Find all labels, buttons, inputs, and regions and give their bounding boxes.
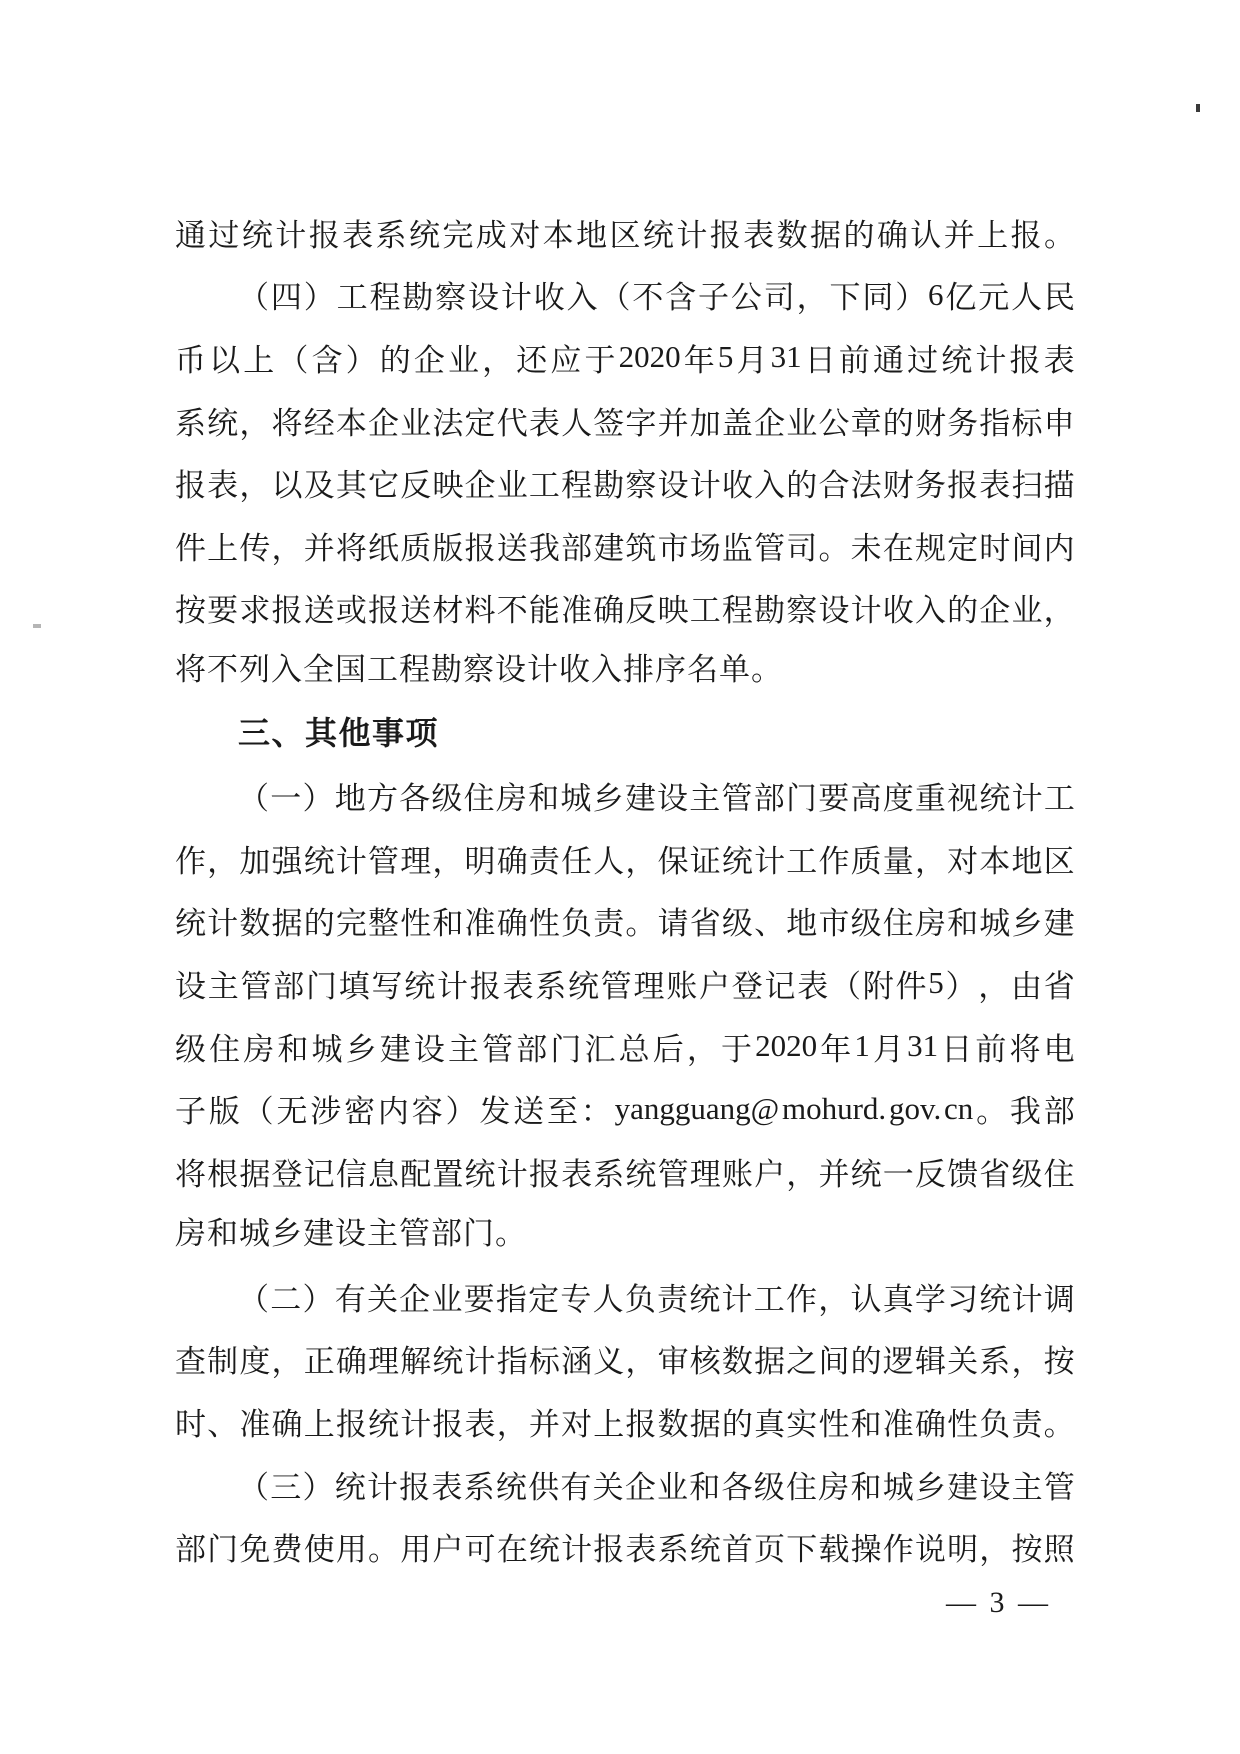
text-line: 时 、 准 确 上 报 统 计 报 表 ， 并 对 上 报 数 据 的 真 实 性 和 准 确 性 负 责 。: [175, 1407, 1075, 1443]
text-line: 房和城乡建设主管部门。: [175, 1215, 527, 1251]
text-line: （ 一 ） 地 方 各 级 住 房 和 城 乡 建 设 主 管 部 门 要 高 度 重 视 统 计 工: [238, 781, 1075, 817]
text-line: （ 四 ） 工 程 勘 察 设 计 收 入 （ 不 含 子 公 司 ， 下 同 ） 6 亿 元 人 民: [238, 276, 1075, 316]
text-line: （ 二 ） 有 关 企 业 要 指 定 专 人 负 责 统 计 工 作 ， 认 真 学 习 统 计 调: [238, 1281, 1075, 1317]
scan-speck-top-right: [1196, 104, 1200, 112]
scan-speck-left-margin: [33, 624, 41, 628]
document-body: [175, 201, 1075, 1578]
text-line: 级 住 房 和 城 乡 建 设 主 管 部 门 汇 总 后 ， 于 2020 年 1 月 31 日 前 将 电: [175, 1028, 1075, 1067]
text-line-email: 子 版 （ 无 涉 密 内 容 ） 发 送 至 ： yangguang@ mohurd. gov. cn 。 我 部: [175, 1090, 1075, 1130]
text-line: 统 计 数 据 的 完 整 性 和 准 确 性 负 责 。 请 省 级 、 地 市 级 住 房 和 城 乡 建: [175, 906, 1075, 942]
text-line: 设 主 管 部 门 填 写 统 计 报 表 系 统 管 理 账 户 登 记 表 （ 附 件 5 ） ， 由 省: [175, 965, 1075, 1004]
text-line: 部 门 免 费 使 用 。 用 户 可 在 统 计 报 表 系 统 首 页 下 载 操 作 说 明 ， 按 照: [175, 1532, 1075, 1568]
text-line: 币 以 上 （ 含 ） 的 企 业 ， 还 应 于 2020 年 5 月 31 日 前 通 过 统 计 报 表: [175, 339, 1075, 378]
text-line: 作 ， 加 强 统 计 管 理 ， 明 确 责 任 人 ， 保 证 统 计 工 作 质 量 ， 对 本 地 区: [175, 843, 1075, 879]
text-line: 将 根 据 登 记 信 息 配 置 统 计 报 表 系 统 管 理 账 户 ， 并 统 一 反 馈 省 级 住: [175, 1156, 1075, 1192]
text-line: 按 要 求 报 送 或 报 送 材 料 不 能 准 确 反 映 工 程 勘 察 设 计 收 入 的 企 业 ，: [175, 593, 1075, 629]
text-line: 将不列入全国工程勘察设计收入排序名单。: [175, 652, 783, 688]
page-number: — 3 —: [946, 1586, 1051, 1619]
text-line: 通 过 统 计 报 表 系 统 完 成 对 本 地 区 统 计 报 表 数 据 的 确 认 并 上 报 。: [175, 217, 1075, 253]
text-line: 查 制 度 ， 正 确 理 解 统 计 指 标 涵 义 ， 审 核 数 据 之 间 的 逻 辑 关 系 ， 按: [175, 1344, 1075, 1380]
text-line: 系 统 ， 将 经 本 企 业 法 定 代 表 人 签 字 并 加 盖 企 业 公 章 的 财 务 指 标 申: [175, 405, 1075, 441]
text-line: 报 表 ， 以 及 其 它 反 映 企 业 工 程 勘 察 设 计 收 入 的 合 法 财 务 报 表 扫 描: [175, 468, 1075, 504]
text-line: 件 上 传 ， 并 将 纸 质 版 报 送 我 部 建 筑 市 场 监 管 司 。 未 在 规 定 时 间 内: [175, 530, 1075, 566]
text-line: （ 三 ） 统 计 报 表 系 统 供 有 关 企 业 和 各 级 住 房 和 城 乡 建 设 主 管: [238, 1469, 1075, 1505]
section-heading: 三、其他事项: [238, 714, 440, 751]
